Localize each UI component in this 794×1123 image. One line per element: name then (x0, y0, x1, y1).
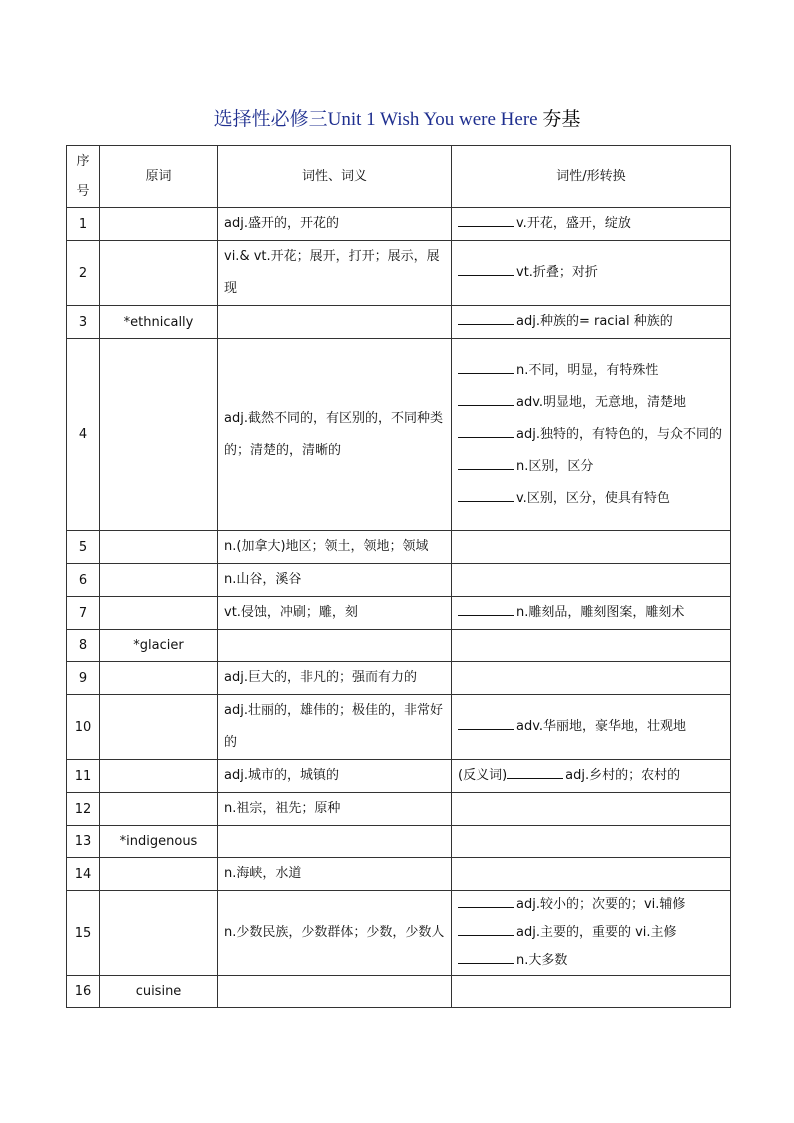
form-line (458, 891, 724, 919)
row-forms (452, 858, 731, 891)
row-number: 4 (67, 339, 100, 531)
row-meaning: vi.& vt.开花；展开，打开；展示，展现 (218, 241, 452, 306)
row-word (100, 662, 218, 695)
row-forms (452, 695, 731, 760)
row-forms (452, 630, 731, 662)
form-text: adj.独特的，有特色的，与众不同的 (516, 426, 722, 442)
row-meaning: n.海峡，水道 (218, 858, 452, 891)
table-row (67, 306, 731, 339)
header-num: 序 号 (67, 146, 100, 208)
table-row (67, 531, 731, 564)
row-number: 9 (67, 662, 100, 695)
row-word (100, 208, 218, 241)
row-word (100, 597, 218, 630)
row-forms (452, 793, 731, 826)
answer-blank[interactable] (458, 455, 514, 470)
row-word (100, 760, 218, 793)
row-word: cuisine (100, 976, 218, 1008)
row-meaning: vt.侵蚀，冲刷；雕，刻 (218, 597, 452, 630)
vocabulary-table (66, 145, 731, 1008)
table-row (67, 858, 731, 891)
row-forms (452, 662, 731, 695)
row-meaning: adj.城市的，城镇的 (218, 760, 452, 793)
row-meaning: adj.巨大的，非凡的；强而有力的 (218, 662, 452, 695)
form-line (458, 947, 724, 975)
row-word: *indigenous (100, 826, 218, 858)
table-row (67, 241, 731, 306)
answer-blank[interactable] (507, 764, 563, 779)
table-body (67, 208, 731, 1008)
row-number: 6 (67, 564, 100, 597)
row-number: 16 (67, 976, 100, 1008)
row-meaning: n.(加拿大)地区；领土，领地；领域 (218, 531, 452, 564)
form-text: vt.折叠；对折 (516, 265, 598, 280)
form-line (458, 711, 724, 743)
row-word (100, 339, 218, 531)
row-number: 13 (67, 826, 100, 858)
form-prefix: (反义词) (458, 768, 508, 783)
row-meaning: adj.壮丽的，雄伟的；极佳的，非常好的 (218, 695, 452, 760)
answer-blank[interactable] (458, 921, 514, 936)
row-meaning (218, 306, 452, 339)
row-number: 14 (67, 858, 100, 891)
row-number: 12 (67, 793, 100, 826)
table-header-row (67, 146, 731, 208)
form-line (458, 760, 724, 792)
form-text: adv.华丽地，豪华地，壮观地 (516, 719, 687, 734)
row-forms (452, 306, 731, 339)
table-row (67, 630, 731, 662)
row-word (100, 241, 218, 306)
header-forms: 词性/形转换 (452, 146, 731, 208)
row-word: *glacier (100, 630, 218, 662)
row-word (100, 531, 218, 564)
row-forms (452, 826, 731, 858)
row-forms (452, 976, 731, 1008)
answer-blank[interactable] (458, 261, 514, 276)
row-meaning: n.少数民族，少数群体；少数，少数人 (218, 891, 452, 976)
form-line (458, 208, 724, 240)
table-row (67, 826, 731, 858)
row-number: 7 (67, 597, 100, 630)
table-row (67, 695, 731, 760)
row-number: 5 (67, 531, 100, 564)
answer-blank[interactable] (458, 487, 514, 502)
row-forms (452, 241, 731, 306)
row-word (100, 891, 218, 976)
row-meaning: n.山谷，溪谷 (218, 564, 452, 597)
row-meaning (218, 630, 452, 662)
row-forms (452, 208, 731, 241)
table-row (67, 597, 731, 630)
answer-blank[interactable] (458, 715, 514, 730)
form-line (458, 257, 724, 289)
row-forms (452, 564, 731, 597)
row-meaning: adj.截然不同的，有区别的，不同种类的；清楚的，清晰的 (218, 339, 452, 531)
form-text: n.区别，区分 (516, 458, 594, 474)
form-line (458, 919, 724, 947)
row-word (100, 793, 218, 826)
header-word: 原词 (100, 146, 218, 208)
row-meaning: adj.盛开的，开花的 (218, 208, 452, 241)
table-row (67, 976, 731, 1008)
table-row (67, 564, 731, 597)
form-text: adj.种族的= racial 种族的 (516, 314, 673, 329)
page-title (0, 104, 794, 131)
row-number: 15 (67, 891, 100, 976)
table-row (67, 339, 731, 531)
form-text: adj.较小的；次要的；vi.辅修 (516, 897, 686, 912)
form-line (458, 355, 724, 387)
form-line (458, 419, 724, 451)
table-row (67, 662, 731, 695)
row-forms (452, 597, 731, 630)
row-forms (452, 891, 731, 976)
form-line (458, 483, 724, 515)
form-text: n.雕刻品，雕刻图案，雕刻术 (516, 605, 685, 620)
row-forms (452, 531, 731, 564)
row-number: 1 (67, 208, 100, 241)
form-text: adv.明显地，无意地，清楚地 (516, 394, 687, 410)
row-forms (452, 760, 731, 793)
form-line (458, 306, 724, 338)
answer-blank[interactable] (458, 949, 514, 964)
title-main: 选择性必修三Unit 1 Wish You were Here (213, 109, 538, 130)
table-row (67, 760, 731, 793)
row-meaning (218, 826, 452, 858)
row-number: 8 (67, 630, 100, 662)
form-text: v.开花，盛开，绽放 (516, 216, 631, 231)
form-text: n.不同，明显，有特殊性 (516, 362, 659, 378)
answer-blank[interactable] (458, 601, 514, 616)
row-number: 10 (67, 695, 100, 760)
form-text: adj.主要的，重要的 vi.主修 (516, 925, 677, 940)
title-suffix: 夯基 (542, 108, 581, 130)
answer-blank[interactable] (458, 359, 514, 374)
row-word (100, 858, 218, 891)
answer-blank[interactable] (458, 893, 514, 908)
table-row (67, 208, 731, 241)
answer-blank[interactable] (458, 310, 514, 325)
table-row (67, 891, 731, 976)
form-line (458, 451, 724, 483)
row-number: 3 (67, 306, 100, 339)
row-number: 11 (67, 760, 100, 793)
row-number: 2 (67, 241, 100, 306)
table-row (67, 793, 731, 826)
row-meaning (218, 976, 452, 1008)
answer-blank[interactable] (458, 212, 514, 227)
header-meaning: 词性、词义 (218, 146, 452, 208)
form-text: n.大多数 (516, 953, 568, 968)
answer-blank[interactable] (458, 391, 514, 406)
form-text: adj.乡村的；农村的 (565, 768, 681, 783)
row-meaning: n.祖宗，祖先；原种 (218, 793, 452, 826)
row-forms (452, 339, 731, 531)
form-text: v.区别，区分，使具有特色 (516, 490, 670, 506)
form-line (458, 597, 724, 629)
row-word: *ethnically (100, 306, 218, 339)
answer-blank[interactable] (458, 423, 514, 438)
form-line (458, 387, 724, 419)
row-word (100, 695, 218, 760)
row-word (100, 564, 218, 597)
